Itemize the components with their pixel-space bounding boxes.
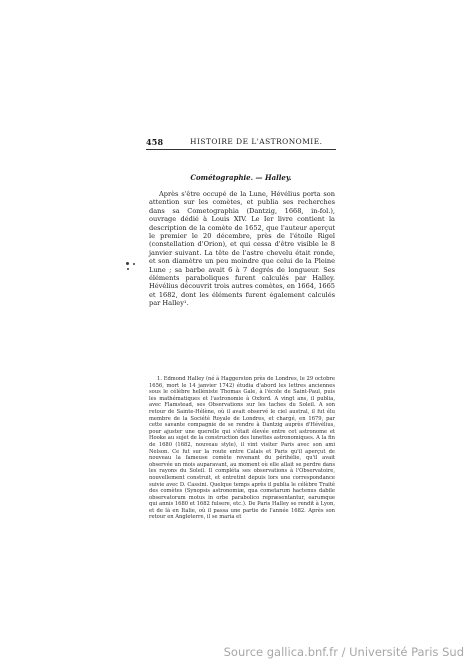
scan-speck: [126, 262, 129, 265]
running-head: HISTOIRE DE L'ASTRONOMIE.: [190, 137, 323, 146]
scan-speck: [127, 268, 129, 270]
scan-speck: [133, 263, 135, 265]
page-header: [146, 137, 336, 150]
footnote: 1. Edmond Halley (né à Haggerston près de Londres, le 29 octobre 1656, mort le 14 janvier 1742) étudia d'abord les lettres anciennes sous le célèbre helléniste Thomas Gale, à l'école de Saint-Paul, puis les mathématiques et l'astronomie à Oxford. A vingt ans, il publia, avec Flamstead, ses Observations sur les taches du Soleil. A son retour de Sainte-Hélène, où il avait observé le ciel austral, il fut élu membre de la Société Royale de Londres, et chargé, en 1679, par cette savante compagnie de se rendre à Dantzig auprès d'Hévélius, pour ajuster une querelle qui s'était élevée entre cet astronome et Hooke au sujet de la construction des lunettes astronomiques. A la fin de 1680 (1682, nouveau style), il vint visiter Paris avec son ami Nelson. Ce fut sur la route entre Calais et Paris qu'il aperçut de nouveau la fameuse comète revenant du périhélie, qu'il avait observée un mois auparavant, au moment où elle allait se perdre dans les rayons du Soleil. Il compléta ses observations à l'Observatoire, nouvellement construit, et entretint depuis lors une correspondance suivie avec D. Cassini. Quelque temps après il publia le célèbre Traité des comètes (Synopsis astronomiæ, qua cometarum hactenus dabile observatorum motus in orbe parabolico repræsentantur, earumque qui annis 1680 et 1682 fulsere, etc.). De Paris Halley se rendit à Lyon, et de là en Italie, où il passa une partie de l'année 1682. Après son retour en Angleterre, il se maria et: [149, 376, 335, 521]
body-paragraph: Après s'être occupé de la Lune, Hévélius porta son attention sur les comètes, et publia ses recherches dans sa Cometographia (Dantzig, 1668, in-fol.), ouvrage dédié à Louis XIV. Le Ier livre contient la description de la comète de 1652, que l'auteur aperçut le premier le 20 décembre, près de l'étoile Rigel (constellation d'Orion), et qui cessa d'être visible le 8 janvier suivant. La tête de l'astre chevelu était ronde, et son diamètre un peu moindre que celui de la Pleine Lune ; sa barbe avait 6 à 7 degrés de longueur. Ses éléments paraboliques furent calculés par Halley. Hévélius découvrit trois autres comètes, en 1664, 1665 et 1682, dont les éléments furent également calculés par Halley¹.: [149, 190, 335, 308]
page-number: 458: [146, 137, 164, 147]
section-title: Cométographie. — Halley.: [190, 173, 292, 182]
source-credit: Source gallica.bnf.fr / Université Paris Sud: [223, 645, 464, 659]
